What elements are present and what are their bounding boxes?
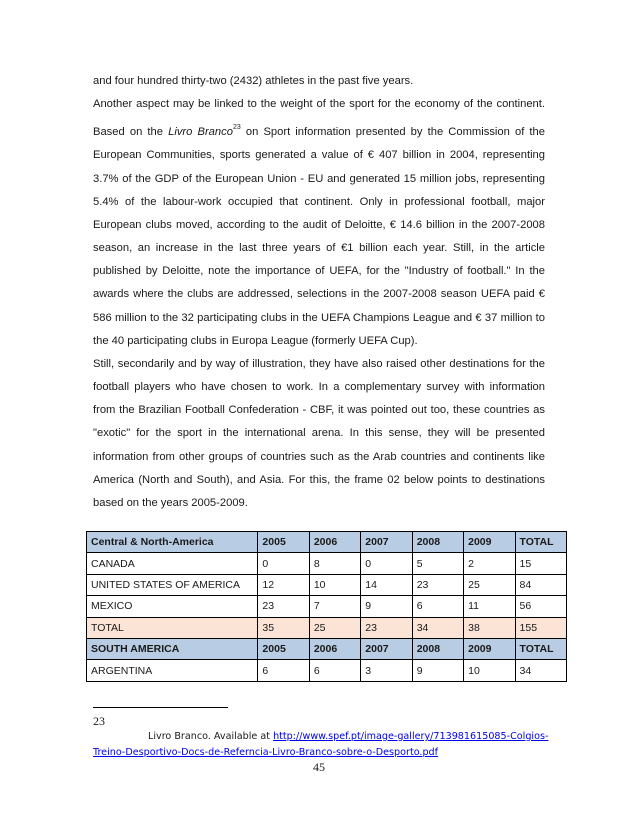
table-cell-value: 84 [515,574,566,595]
table-cell-value: TOTAL [515,532,566,553]
table-row [87,574,567,595]
table-cell-value: 5 [412,553,463,574]
table-cell-value: 2007 [361,532,412,553]
table-cell-value: 2008 [412,532,463,553]
table-cell-value: 6 [309,660,360,681]
footnote-number: 23 [93,714,105,728]
table-cell-value: 10 [309,574,360,595]
table-cell-value: 0 [258,553,309,574]
footnote-reference[interactable]: 23 [232,124,241,132]
footnote-link[interactable]: http://www.spef.pt/image-gallery/713981615085-Colgios-Treino-Desportivo-Docs-de-Referncia-Livro-Branco-sobre-o-Desporto.pdf [93,731,549,758]
table-cell-value: 15 [515,553,566,574]
table-cell-value: 25 [464,574,515,595]
table-cell-value: 2 [464,553,515,574]
table-cell-value: 38 [464,617,515,638]
table-cell-label: CANADA [87,553,258,574]
table-cell-value: 0 [361,553,412,574]
table-cell-value: 12 [258,574,309,595]
table-cell-label: MEXICO [87,596,258,617]
table-cell-label: TOTAL [87,617,258,638]
table-cell-label: ARGENTINA [87,660,258,681]
table-cell-value: 2005 [258,532,309,553]
table-cell-value: 2006 [309,532,360,553]
paragraph-1: and four hundred thirty-two (2432) athletes in the past five years. [93,75,414,87]
table-cell-value: 2005 [258,638,309,659]
destinations-table [86,531,567,682]
table-cell-value: 10 [464,660,515,681]
table-cell-value: 23 [361,617,412,638]
paragraph-2 [93,93,545,353]
table-cell-value: 35 [258,617,309,638]
table-body [87,532,567,682]
table-row [87,553,567,574]
page-number: 45 [313,760,325,774]
table-cell-value: 56 [515,596,566,617]
table-cell-value: 2007 [361,638,412,659]
footnote-divider [93,707,228,708]
table-cell-label: UNITED STATES OF AMERICA [87,574,258,595]
table-cell-value: 14 [361,574,412,595]
table-cell-value: 2009 [464,638,515,659]
table-cell-value: 3 [361,660,412,681]
table-cell-value: 9 [412,660,463,681]
table-header-row [87,638,567,659]
body-text [93,70,545,515]
table-header-row [87,532,567,553]
table-cell-value: 34 [412,617,463,638]
livro-branco-title: Livro Branco [168,126,233,139]
table-row [87,660,567,681]
table-cell-value: 6 [258,660,309,681]
table-cell-value: 6 [412,596,463,617]
table-row [87,596,567,617]
table-cell-value: 155 [515,617,566,638]
paragraph-3: Still, secondarily and by way of illustration, they have also raised other destinations for the football players who have chosen to work. In a complementary survey with information from the Brazilian Football Confederation - CBF, it was pointed out too, these countries as "exotic" for the sport in the international arena. In this sense, they will be presented information from other groups of countries such as the Arab countries and continents like America (North and South), and Asia. For this, the frame 02 below points to destinations based on the years 2005-2009. [93,357,545,509]
table-cell-label: SOUTH AMERICA [87,638,258,659]
footnote-label: Livro Branco. Available at [148,731,274,742]
table-cell-value: 23 [258,596,309,617]
table-cell-value: 2006 [309,638,360,659]
table-total-row [87,617,567,638]
table-cell-value: 9 [361,596,412,617]
table-cell-value: 34 [515,660,566,681]
table-cell-value: 2009 [464,532,515,553]
table-cell-value: 7 [309,596,360,617]
table-cell-label: Central & North-America [87,532,258,553]
table-cell-value: TOTAL [515,638,566,659]
table-cell-value: 2008 [412,638,463,659]
table-cell-value: 11 [464,596,515,617]
table-cell-value: 23 [412,574,463,595]
paragraph-2-start: Another aspect may be linked to the weight of the sport for the economy of the continent. Based on the [93,98,545,139]
paragraph-2-rest: on Sport information presented by the Commission of the European Communities, sports generated a value of € 407 billion in 2004, representing 3.7% of the GDP of the European Union - EU and generated 15 million jobs, representing 5.4% of the labour-work occupied that continent. Only in professional football, major European clubs moved, according to the audit of Deloitte, € 14.6 billion in the 2007-2008 season, an increase in the last three years of €1 billion each year. Still, in the article published by Deloitte, note the importance of UEFA, for the "Industry of football." In the awards where the clubs are addressed, selections in the 2007-2008 season UEFA paid € 586 million to the 32 participating clubs in the UEFA Champions League and € 37 million to the 40 participating clubs in Europa League (formerly UEFA Cup). [93,126,545,347]
table-cell-value: 8 [309,553,360,574]
footnote-text [93,729,553,761]
table-cell-value: 25 [309,617,360,638]
